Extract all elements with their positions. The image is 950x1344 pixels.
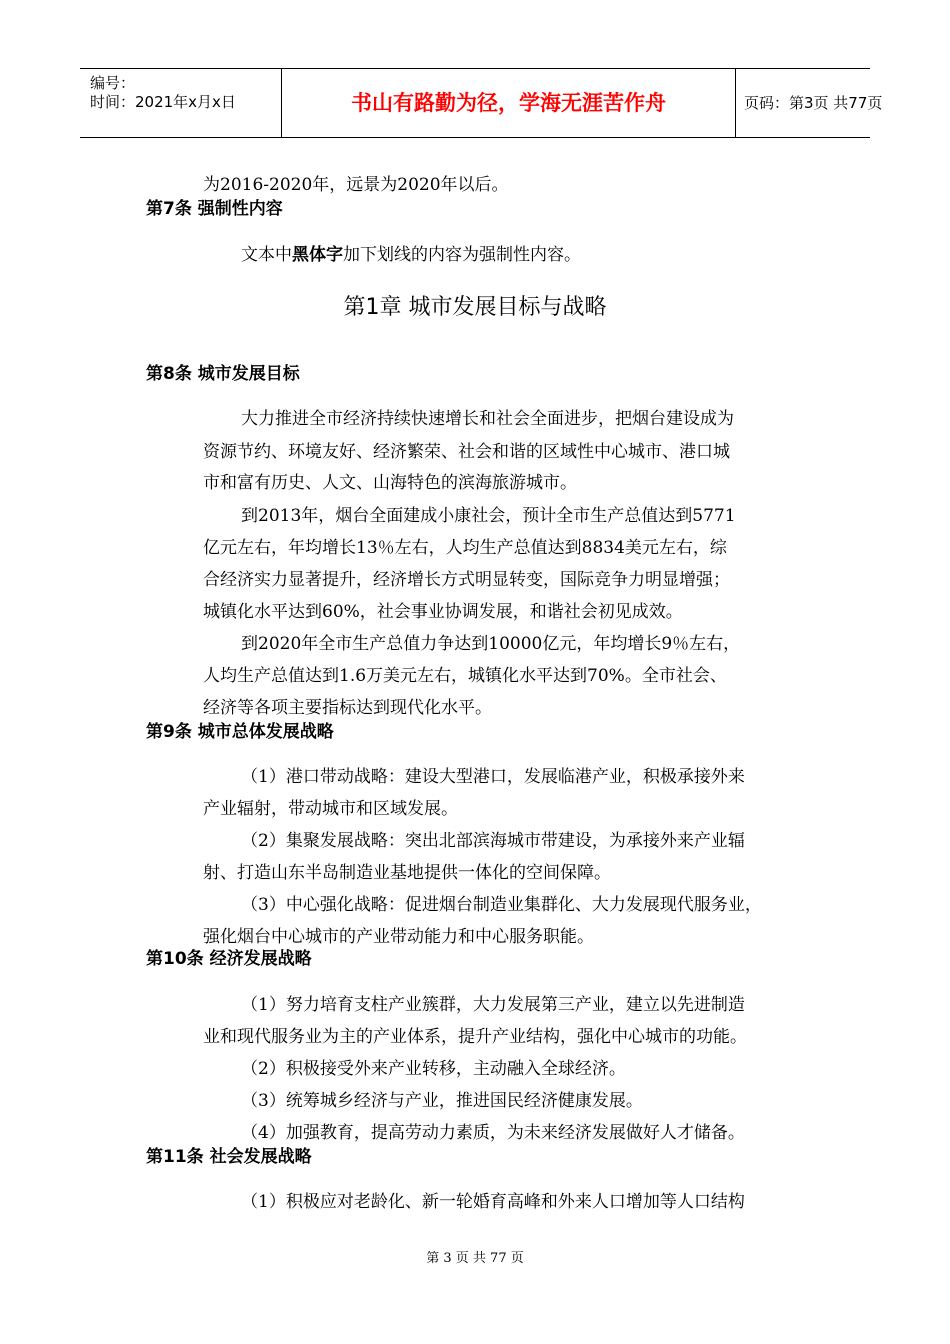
- document-header: [80, 68, 883, 138]
- article-9-heading: 第9条 城市总体发展战略: [146, 722, 334, 742]
- chapter-title: 第1章 城市发展目标与战略: [343, 295, 607, 320]
- body-line: 亿元左右，年均增长13％左右，人均生产总值达到8834美元左右，综: [203, 538, 727, 558]
- page-footer: 第 3 页 共 77 页: [426, 1251, 524, 1266]
- header-meta: [80, 69, 282, 137]
- body-line: 产业辐射，带动城市和区域发展。: [203, 799, 458, 819]
- body-line: 射、打造山东半岛制造业基地提供一体化的空间保障。: [203, 863, 611, 883]
- body-line: （1）积极应对老龄化、新一轮婚育高峰和外来人口增加等人口结构: [241, 1192, 745, 1212]
- body-line: （1）港口带动战略：建设大型港口，发展临港产业，积极承接外来: [241, 767, 745, 787]
- number-label: 编号：: [90, 74, 136, 92]
- text-run: 文本中: [241, 245, 292, 265]
- body-line: （2）集聚发展战略：突出北部滨海城市带建设，为承接外来产业辐: [241, 831, 745, 851]
- body-line: （1）努力培育支柱产业簇群，大力发展第三产业，建立以先进制造: [241, 995, 745, 1015]
- body-line: 人均生产总值达到1.6万美元左右，城镇化水平达到70%。全市社会、: [203, 666, 727, 686]
- body-line: [241, 240, 581, 265]
- body-line: 为2016-2020年，远景为2020年以后。: [203, 175, 509, 195]
- body-line: 到2013年，烟台全面建成小康社会，预计全市生产总值达到5771: [241, 506, 736, 526]
- body-line: 资源节约、环境友好、经济繁荣、社会和谐的区域性中心城市、港口城: [203, 442, 730, 462]
- body-line: 业和现代服务业为主的产业体系，提升产业结构，强化中心城市的功能。: [203, 1027, 747, 1047]
- body-line: （2）积极接受外来产业转移，主动融入全球经济。: [241, 1059, 626, 1079]
- text-run: 加下划线的内容为强制性内容。: [343, 245, 581, 265]
- body-line: （3）中心强化战略：促进烟台制造业集群化、大力发展现代服务业，: [241, 895, 762, 915]
- article-8-heading: 第8条 城市发展目标: [146, 364, 300, 384]
- bold-text-run: 黑体字: [292, 245, 343, 265]
- body-line: 市和富有历史、人文、山海特色的滨海旅游城市。: [203, 473, 577, 493]
- body-line: （4）加强教育，提高劳动力素质，为未来经济发展做好人才储备。: [241, 1123, 745, 1143]
- body-line: 大力推进全市经济持续快速增长和社会全面进步，把烟台建设成为: [241, 409, 734, 429]
- article-11-heading: 第11条 社会发展战略: [146, 1147, 312, 1167]
- body-line: 城镇化水平达到60%，社会事业协调发展，和谐社会初见成效。: [203, 602, 683, 622]
- body-line: 强化烟台中心城市的产业带动能力和中心服务职能。: [203, 927, 594, 947]
- article-10-heading: 第10条 经济发展战略: [146, 949, 312, 969]
- body-line: 到2020年全市生产总值力争达到10000亿元，年均增长9％左右，: [241, 634, 741, 654]
- article-7-heading: 第7条 强制性内容: [146, 199, 283, 219]
- time-label: 时间：2021年x月x日: [90, 93, 236, 111]
- body-line: （3）统筹城乡经济与产业，推进国民经济健康发展。: [241, 1091, 643, 1111]
- header-motto: 书山有路勤为径，学海无涯苦作舟: [282, 69, 736, 137]
- body-line: 合经济实力显著提升，经济增长方式明显转变，国际竞争力明显增强；: [203, 570, 730, 590]
- header-page-info: 页码：第3页 共77页: [744, 94, 883, 112]
- body-line: 经济等各项主要指标达到现代化水平。: [203, 698, 492, 718]
